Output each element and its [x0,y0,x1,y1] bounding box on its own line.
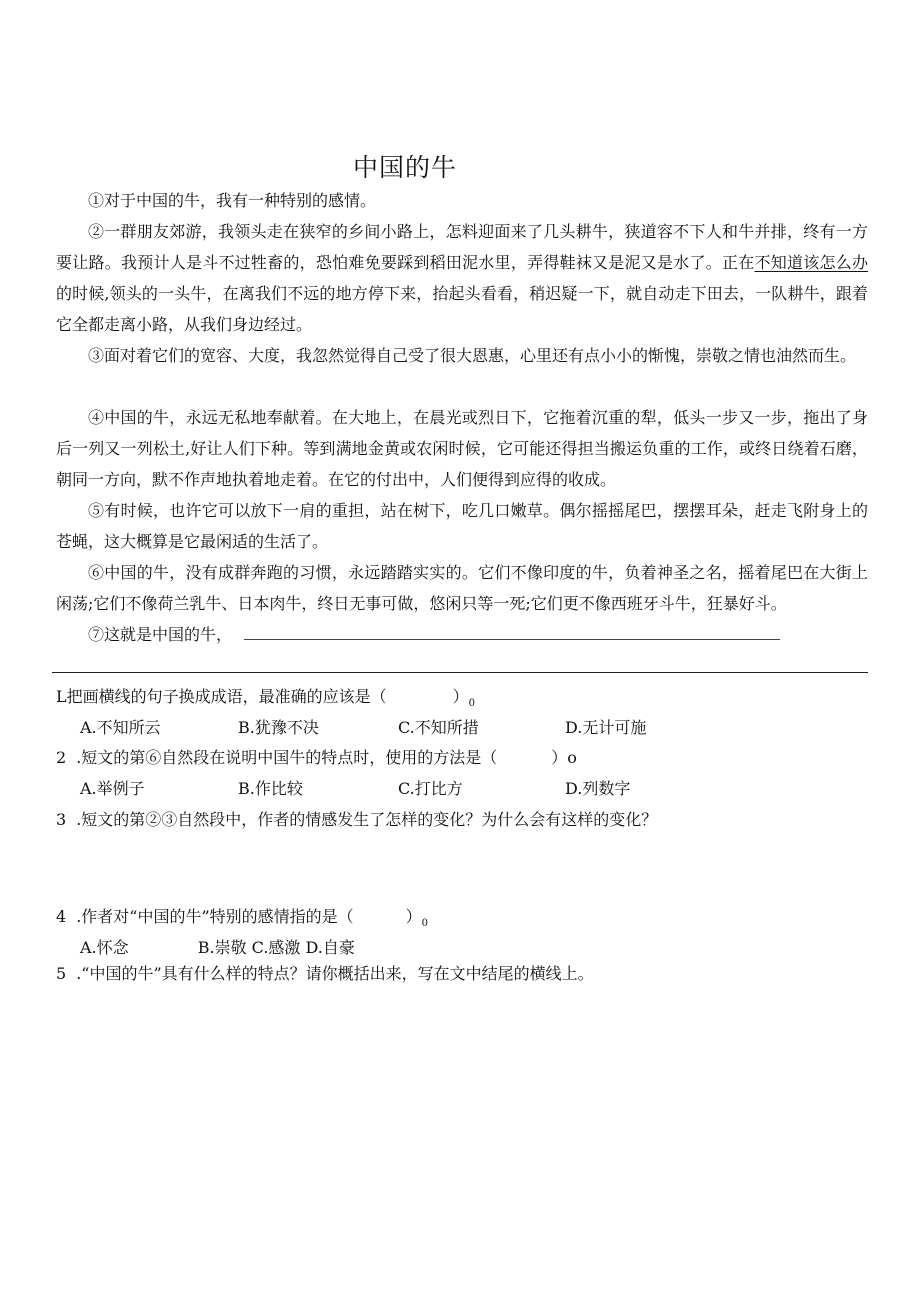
question-4-options: A.怀念 B.崇敬 C.感激 D.自豪 [80,938,355,957]
paragraph-1: ①对于中国的牛，我有一种特别的感情。 [88,191,377,210]
question-4 [56,904,428,929]
question-2 [56,745,577,768]
question-1-tail: 0 [468,698,476,709]
paragraph-2 [56,216,868,340]
question-2-text: .短文的第⑥自然段在说明中国牛的特点时，使用的方法是（ [76,748,498,767]
page-title: 中国的牛 [352,153,457,182]
question-4-close: ） [405,907,422,926]
answer-blank-line[interactable] [244,625,780,640]
paragraph-4: ④中国的牛，永远无私地奉献着。在大地上，在晨光或烈日下，它拖着沉重的犁，低头一步又一步，拖出了身后一列又一列松土,好让人们下种。等到满地金黄或农闲时候，它可能还得担当搬运负重的工作，或终日绕着石磨，朝同一方向，默不作声地执着地走着。在它的付出中，人们便得到应得的收成。 [56,408,868,489]
underlined-sentence: 不知道该怎么办 [754,253,868,272]
question-3-number: 3 [56,810,67,829]
question-2-option-b: B.作比较 [238,779,303,798]
paragraph-3: ③面对着它们的宽容、大度，我忽然觉得自己受了很大恩惠，心里还有点小小的惭愧，崇敬之情也油然而生。 [88,346,857,365]
question-1-option-b: B.犹豫不决 [238,718,319,737]
question-2-option-d: D.列数字 [565,779,631,798]
question-1-option-c: C.不知所措 [398,718,479,737]
question-2-close: ）o [551,748,577,767]
question-5-text: .“中国的牛”具有什么样的特点？请你概括出来，写在文中结尾的横线上。 [76,964,594,983]
question-2-option-a: A.举例子 [80,779,145,798]
section-divider [52,672,868,673]
question-4-tail: 0 [421,918,429,929]
paragraph-5: ⑤有时候，也许它可以放下一肩的重担，站在树下，吃几口嫩草。偶尔摇摇尾巴，摆摆耳朵，赶走飞附身上的苍蝇，这大概算是它最闲适的生活了。 [56,501,868,551]
question-4-number: 4 [56,907,67,926]
question-1-close: ） [452,687,469,706]
question-3-text: .短文的第②③自然段中，作者的情感发生了怎样的变化？为什么会有这样的变化？ [76,810,658,829]
question-1-option-d: D.无计可施 [565,718,647,737]
question-1-text: L把画横线的句子换成成语，最准确的应该是（ [56,687,387,706]
paragraph-7 [56,619,868,650]
question-1 [56,684,475,709]
question-2-option-c: C.打比方 [398,779,463,798]
paragraph-2-text-a: ②一群朋友郊游，我领头走在狭窄的乡间小路上，怎料迎面来了几头耕牛，狭道容不下人和牛并排，终有一方要让路。我预计人是斗不过牲畜的，恐怕难免要踩到稻田泥水里，弄得鞋袜又是泥又是水了。正在 [56,222,868,272]
question-1-option-a: A.不知所云 [80,718,161,737]
question-2-number: 2 [56,748,67,767]
paragraph-2-text-b: 的时候,领头的一头牛，在离我们不远的地方停下来，抬起头看看，稍迟疑一下，就自动走下田去，一队耕牛，跟着它全都走离小路，从我们身边经过。 [56,284,868,334]
question-3 [56,807,657,830]
question-4-text: .作者对“中国的牛”特别的感情指的是（ [76,907,354,926]
question-5 [56,961,594,984]
question-5-number: 5 [56,964,67,983]
paragraph-6: ⑥中国的牛，没有成群奔跑的习惯，永远踏踏实实的。它们不像印度的牛，负着神圣之名，摇着尾巴在大街上闲荡;它们不像荷兰乳牛、日本肉牛，终日无事可做，悠闲只等一死;它们更不像西班牙斗牛，狂暴好斗。 [56,563,868,613]
paragraph-7-text: ⑦这就是中国的牛， [88,625,233,644]
